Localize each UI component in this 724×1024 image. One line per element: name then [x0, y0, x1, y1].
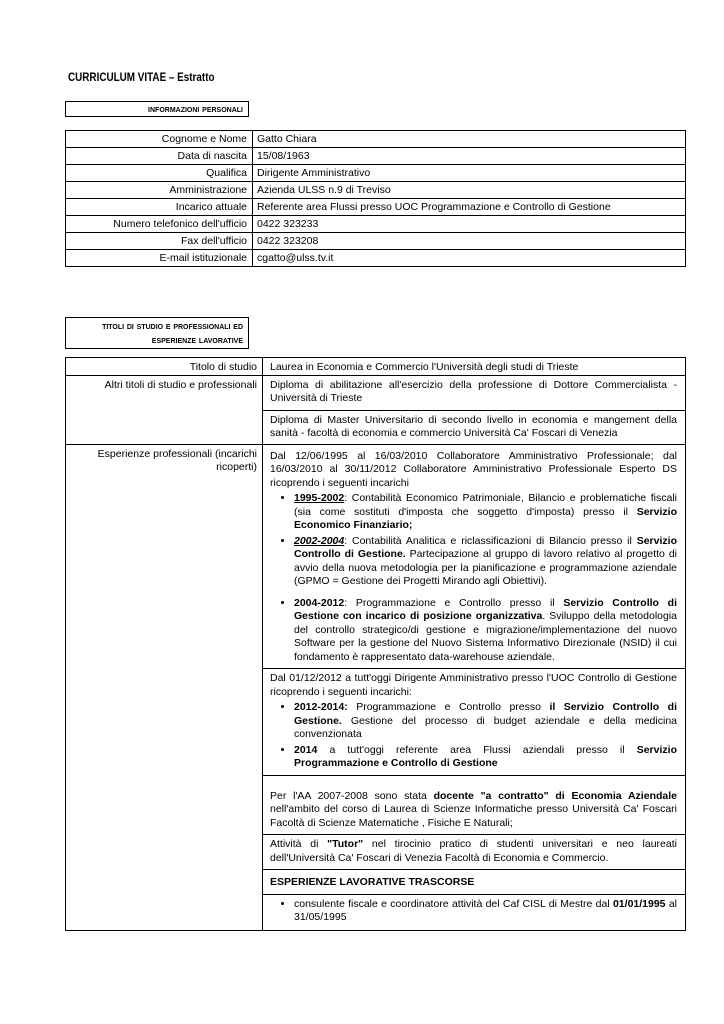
item-text: : Contabilità Economico Patrimoniale, Bilancio e problematiche fiscali (sia come sostituti d'imposta che soggetto d'imposta) presso il — [294, 492, 677, 518]
sub-cell — [263, 668, 685, 771]
year-label: 2004-2012 — [294, 596, 345, 609]
table-row — [66, 250, 686, 267]
field-value: Gatto Chiara — [253, 131, 686, 148]
field-label: Data di nascita — [66, 148, 253, 165]
field-label: Amministrazione — [66, 182, 253, 199]
text: Attività di — [270, 838, 328, 850]
field-value — [263, 375, 686, 444]
list-item — [294, 492, 677, 533]
list-item — [294, 597, 677, 665]
text-bold: docente "a contratto" di Economia Aziendale — [433, 789, 677, 802]
field-label: Numero telefonico dell'ufficio — [66, 216, 253, 233]
item-text: : Programmazione e Controllo presso il — [344, 596, 564, 609]
bullet-list — [270, 701, 677, 771]
section-header-titles-experience — [65, 317, 249, 349]
list-item — [294, 701, 677, 742]
field-value: 15/08/1963 — [253, 148, 686, 165]
paragraph — [270, 790, 677, 831]
item-text: Partecipazione al gruppo di lavoro relativo al progetto di avvio della nuova metodologia per la pianificazione e programmazione aziendale (GPMO = Gestione dei Progetti Mirando agli Obiettivi). — [294, 548, 677, 587]
paragraph: Dal 01/12/2012 a tutt'oggi Dirigente Amministrativo presso l'UOC Controllo di Gestione ricoprendo i seguenti incarichi: — [270, 672, 677, 698]
text: Per l'AA 2007-2008 sono stata — [270, 789, 434, 802]
section-header-label-line1: titoli di studio e professionali ed — [102, 321, 243, 332]
section-header-label-line2: esperienze lavorative — [151, 335, 243, 346]
year-label: 2014 — [294, 743, 318, 756]
bullet-list — [270, 492, 677, 664]
text-bold: "Tutor" — [327, 838, 364, 850]
field-label: Titolo di studio — [66, 358, 263, 376]
year-label: 2012-2014: — [294, 701, 348, 713]
list-item — [294, 744, 677, 771]
table-row — [66, 199, 686, 216]
field-value: Laurea in Economia e Commercio l'Università degli studi di Trieste — [263, 358, 686, 376]
table-row — [66, 131, 686, 148]
personal-info-table — [65, 130, 686, 267]
item-text: consulente fiscale e coordinatore attività del Caf CISL di Mestre dal — [294, 897, 613, 910]
paragraph: Dal 12/06/1995 al 16/03/2010 Collaboratore Amministrativo Professionale; dal 16/03/2010 al 30/11/2012 Collaboratore Amministrativo Professionale Esperto DS ricoprendo i seguenti incarichi — [270, 449, 677, 489]
item-bold: Servizio Economico Finanziario; — [294, 505, 677, 531]
field-value: 0422 323208 — [253, 233, 686, 250]
item-bold: Servizio Controllo di Gestione con incarico di posizione organizzativa — [294, 596, 677, 622]
table-row — [66, 182, 686, 199]
email-value: cgatto@ulss.tv.it — [253, 250, 686, 267]
field-value: Referente area Flussi presso UOC Programmazione e Controllo di Gestione — [253, 199, 686, 216]
list-item — [294, 535, 677, 589]
table-row — [66, 148, 686, 165]
table-row — [66, 165, 686, 182]
field-label: Esperienze professionali (incarichi ricoperti) — [66, 444, 263, 930]
item-bold: 01/01/1995 — [612, 897, 666, 910]
item-text: Programmazione e Controllo presso — [347, 701, 550, 713]
item-text: a tutt'oggi referente area Flussi aziendali presso il — [317, 743, 637, 756]
field-label: Altri titoli di studio e professionali — [66, 375, 263, 444]
paragraph: Diploma di Master Universitario di secondo livello in economia e mangement della sanità - facoltà di economia e commercio Università Ca' Foscari di Venezia — [270, 413, 677, 439]
field-label: E-mail istituzionale — [66, 250, 253, 267]
sub-cell — [263, 410, 685, 441]
table-row — [66, 375, 686, 444]
paragraph — [270, 838, 677, 865]
item-text: al 31/05/1995 — [294, 897, 678, 923]
year-label: 1995-2002 — [294, 492, 345, 504]
field-value: Azienda ULSS n.9 di Treviso — [253, 182, 686, 199]
section-header-personal-info — [65, 101, 249, 117]
text: nell'ambito del corso di Laurea di Scienze Informatiche presso Università Ca' Foscari Facoltà di Scienze Matematiche , Fisiche E Naturali; — [270, 803, 677, 829]
sub-cell — [263, 894, 685, 930]
text: nel tirocinio pratico di studenti universitari e neo laureati dell'Università Ca' Foscari di Venezia Facoltà di Economia e Commercio. — [270, 838, 677, 864]
sub-cell — [263, 869, 685, 890]
sub-cell — [263, 775, 685, 831]
document-title: CURRICULUM VITAE – Estratto — [68, 72, 215, 84]
field-label: Cognome e Nome — [66, 131, 253, 148]
subsection-title: ESPERIENZE LAVORATIVE TRASCORSE — [270, 876, 475, 888]
item-bold: il Servizio Controllo di Gestione. — [294, 701, 677, 727]
year-label: 2002-2004 — [294, 534, 345, 547]
item-bold: Servizio Controllo di Gestione. — [294, 534, 677, 560]
bullet-list — [270, 898, 677, 925]
field-label: Qualifica — [66, 165, 253, 182]
sub-cell — [263, 834, 685, 865]
field-value — [263, 444, 686, 930]
field-value: 0422 323233 — [253, 216, 686, 233]
field-value: Dirigente Amministrativo — [253, 165, 686, 182]
table-row — [66, 444, 686, 930]
item-bold: Servizio Programmazione e Controllo di Gestione — [294, 743, 677, 769]
section-header-label: informazioni personali — [148, 104, 243, 115]
field-label: Incarico attuale — [66, 199, 253, 216]
list-item — [294, 898, 677, 925]
item-text: : Contabilità Analitica e riclassificazioni di Bilancio presso il — [344, 534, 637, 547]
paragraph: Diploma di abilitazione all'esercizio della professione di Dottore Commercialista - Università di Trieste — [270, 378, 677, 404]
item-text: . Sviluppo della metodologia del controllo strategico/di gestione e migrazione/implementazione del nuovo Software per la gestione del Nuovo Sistema Informativo Direzionale (NSID) il cui fondamento è rappresentato data-warehouse aziendale. — [294, 610, 678, 663]
education-experience-table — [65, 357, 686, 931]
table-row — [66, 233, 686, 250]
table-row — [66, 216, 686, 233]
table-row — [66, 358, 686, 376]
field-label: Fax dell'ufficio — [66, 233, 253, 250]
item-text: Gestione del processo di budget aziendale e della medicina convenzionata — [294, 714, 677, 740]
